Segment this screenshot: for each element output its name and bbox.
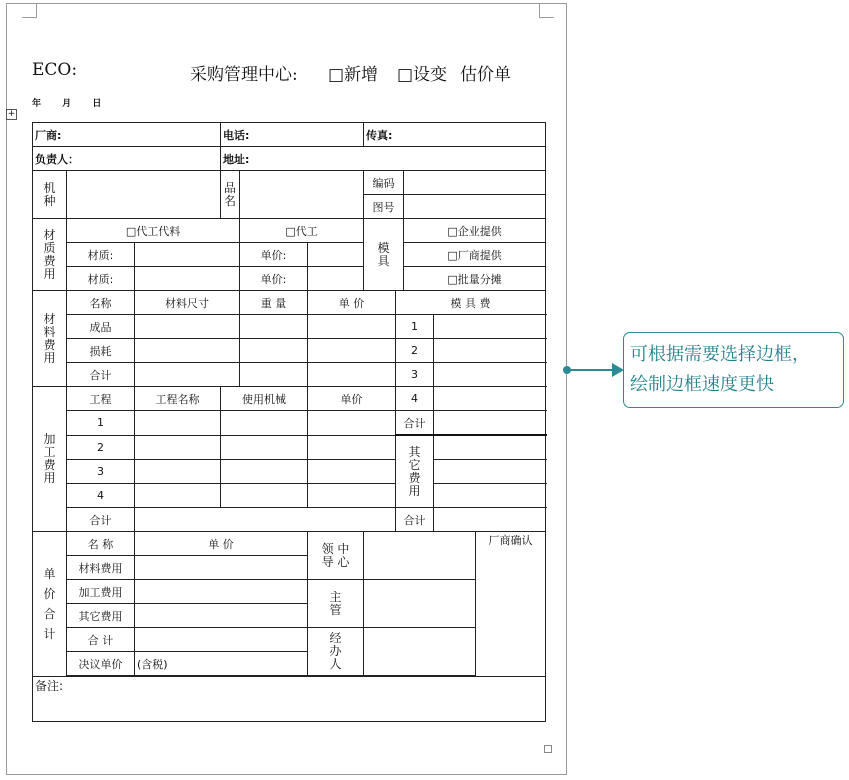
handler-label: 经 办 人 [308, 628, 364, 676]
cell-weight[interactable] [240, 363, 308, 387]
vendor-field[interactable]: 厂商: [33, 123, 221, 147]
process-cost-label: 加 工 费 用 [33, 387, 67, 532]
process-fee-label: 加工费用 [67, 580, 135, 604]
table-move-icon[interactable]: + [7, 109, 16, 119]
mold-fee-value[interactable] [434, 339, 546, 363]
product-name-label: 品 名 [221, 171, 240, 219]
cell-process-name[interactable] [135, 484, 221, 508]
header-process-name: 工程名称 [135, 387, 221, 411]
cell-price[interactable] [308, 315, 396, 339]
cell-size[interactable] [135, 363, 240, 387]
leader-center-label: 领 中 导 心 [308, 532, 364, 580]
process-row: 2 [67, 435, 135, 460]
row-subtotal: 合计 [67, 363, 135, 387]
total-value[interactable] [135, 628, 308, 652]
remarks-field[interactable]: 备注: [33, 677, 546, 722]
row-loss: 损耗 [67, 339, 135, 363]
other-fee-label: 其它费用 [67, 604, 135, 628]
cell-process-name[interactable] [135, 411, 221, 436]
unit-price-value[interactable] [308, 267, 364, 291]
fax-field[interactable]: 传真: [364, 123, 546, 147]
quotation-table [32, 122, 546, 722]
cell-process-price[interactable] [308, 435, 396, 460]
process-subtotal-value[interactable] [135, 508, 396, 532]
price-header: 单 价 [135, 532, 308, 556]
machine-type-value[interactable] [67, 171, 221, 219]
material-fee-value[interactable] [135, 556, 308, 580]
option-material-supply[interactable]: □代工代料 [67, 219, 240, 243]
material-label: 材质: [67, 243, 135, 267]
header-process: 工程 [67, 387, 135, 411]
name-header: 名 称 [67, 532, 135, 556]
process-row: 4 [67, 484, 135, 508]
cell-size[interactable] [135, 339, 240, 363]
owner-field[interactable]: 负责人： [33, 147, 221, 171]
header-weight: 重 量 [240, 291, 308, 315]
month-label: 月 [62, 99, 72, 109]
other-total-label: 合计 [396, 508, 434, 532]
mold-row-number: 3 [396, 363, 434, 387]
year-label: 年 [32, 99, 42, 109]
mold-label: 模 具 [364, 219, 404, 291]
mold-fee-value[interactable] [434, 315, 546, 339]
drawing-no-value[interactable] [404, 195, 546, 219]
other-fee-value[interactable] [135, 604, 308, 628]
total-label: 合 计 [67, 628, 135, 652]
purchasing-center-label: 采购管理中心: [190, 65, 298, 85]
mold-option-company[interactable]: □企业提供 [404, 219, 546, 243]
header-machine-used: 使用机械 [221, 387, 308, 411]
option-change: □设变 [397, 65, 448, 85]
unit-price-value[interactable] [308, 243, 364, 267]
product-name-value[interactable] [240, 171, 364, 219]
margin-corner-mark [539, 3, 554, 18]
margin-corner-mark [22, 3, 37, 18]
cell-machine[interactable] [221, 460, 308, 484]
material-value[interactable] [135, 267, 240, 291]
eco-label: ECO: [32, 60, 78, 80]
leader-sign[interactable] [364, 532, 476, 580]
option-labor-only[interactable]: □代工 [240, 219, 364, 243]
other-cost-value[interactable] [434, 484, 546, 508]
row-finished: 成品 [67, 315, 135, 339]
mold-fee-value[interactable] [434, 387, 546, 411]
process-row: 1 [67, 411, 135, 436]
annotation-callout: 可根据需要选择边框， 绘制边框速度更快 [623, 332, 844, 408]
mold-row-number: 4 [396, 387, 434, 411]
option-new: □新增 [328, 65, 379, 85]
cell-process-name[interactable] [135, 435, 221, 460]
process-row: 3 [67, 460, 135, 484]
cell-process-price[interactable] [308, 460, 396, 484]
phone-field[interactable]: 电话: [221, 123, 364, 147]
cell-process-price[interactable] [308, 411, 396, 436]
header-material-size: 材料尺寸 [135, 291, 240, 315]
doc-title: 估价单 [460, 65, 511, 85]
cell-machine[interactable] [221, 411, 308, 436]
unit-total-label: 单 价 合 计 [33, 532, 67, 677]
supervisor-sign[interactable] [364, 580, 476, 628]
material-value[interactable] [135, 243, 240, 267]
process-subtotal: 合计 [67, 508, 135, 532]
mold-row-number: 1 [396, 315, 434, 339]
unit-price-label: 单价: [240, 243, 308, 267]
table-resize-handle[interactable] [544, 745, 552, 753]
cell-process-price[interactable] [308, 484, 396, 508]
header-name: 名称 [67, 291, 135, 315]
mold-option-batch[interactable]: □批量分摊 [404, 267, 546, 291]
material-label: 材质: [67, 267, 135, 291]
address-field[interactable]: 地址: [221, 147, 546, 171]
drawing-no-label: 图号 [364, 195, 404, 219]
other-cost-value[interactable] [434, 460, 546, 484]
mold-option-vendor[interactable]: □厂商提供 [404, 243, 546, 267]
machine-type-label: 机 种 [33, 171, 67, 219]
supervisor-label: 主 管 [308, 580, 364, 628]
material-quality-label: 材 质 费 用 [33, 219, 67, 291]
other-cost-label: 其 它 费 用 [396, 435, 434, 508]
material-fee-label: 材料费用 [67, 556, 135, 580]
handler-sign[interactable] [364, 628, 476, 676]
mold-total-label: 合计 [396, 411, 434, 436]
cell-size[interactable] [135, 315, 240, 339]
material-cost-label: 材 料 费 用 [33, 291, 67, 387]
header-mold-fee: 模 具 费 [396, 291, 546, 315]
cell-weight[interactable] [240, 315, 308, 339]
cell-price[interactable] [308, 363, 396, 387]
final-price-label: 决议单价 [67, 652, 135, 676]
vendor-confirm[interactable]: 厂商确认 [476, 532, 546, 677]
tax-note[interactable]: (含税) [135, 652, 308, 676]
other-total-value[interactable] [434, 508, 546, 532]
mold-fee-value[interactable] [434, 363, 546, 387]
cell-price[interactable] [308, 339, 396, 363]
date-line [32, 96, 119, 109]
mold-row-number: 2 [396, 339, 434, 363]
cell-machine[interactable] [221, 484, 308, 508]
cell-weight[interactable] [240, 339, 308, 363]
process-fee-value[interactable] [135, 580, 308, 604]
other-cost-value[interactable] [434, 435, 546, 460]
code-label: 编码 [364, 171, 404, 195]
header-process-price: 单价 [308, 387, 396, 411]
mold-total-value[interactable] [434, 411, 546, 436]
day-label: 日 [92, 99, 102, 109]
header-unit-price: 单 价 [308, 291, 396, 315]
code-value[interactable] [404, 171, 546, 195]
cell-machine[interactable] [221, 435, 308, 460]
cell-process-name[interactable] [135, 460, 221, 484]
unit-price-label: 单价: [240, 267, 308, 291]
